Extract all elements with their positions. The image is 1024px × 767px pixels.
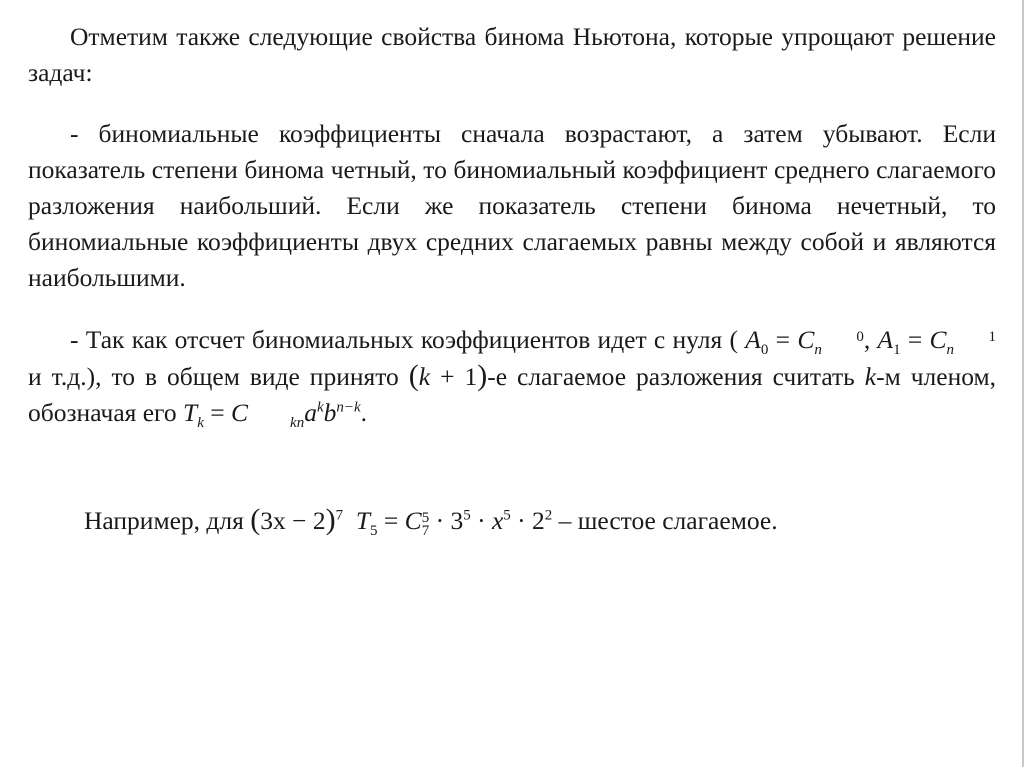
t5-three: 3 xyxy=(450,506,464,535)
property-2-text-2: и т.д.), то в общем виде принято xyxy=(28,362,399,391)
t5-c-subscript: 7 xyxy=(421,523,430,539)
t5-c-superscript: 5 xyxy=(421,510,430,526)
t5-x-symbol: x xyxy=(491,506,504,535)
tk-subscript: k xyxy=(197,415,204,432)
t5-equals: = xyxy=(377,506,405,535)
tk-c-scripts xyxy=(248,417,304,430)
example-paragraph xyxy=(84,502,778,539)
formula-binomial: $(3x - 2)^7$ xyxy=(250,503,344,536)
property-2-text-1: - Так как отсчет биномиальных коэффициентов идет с нуля xyxy=(70,325,723,354)
intro-paragraph: Отметим также следующие свойства бинома Ньютона, которые упрощают решение задач: xyxy=(28,22,996,87)
k1-k-symbol: k xyxy=(418,362,431,391)
t5-t-symbol: T xyxy=(355,506,371,535)
tk-b-symbol: b xyxy=(323,398,337,427)
k1-plus-one: + 1 xyxy=(430,362,478,391)
property-2-text-4: -м членом, обозначая его xyxy=(28,362,997,427)
tk-a-exponent: k xyxy=(316,399,324,416)
a1-equals: = xyxy=(900,325,930,354)
property-2-paragraph xyxy=(28,322,996,431)
t5-dot-3: · xyxy=(510,506,533,535)
a0-subscript: 0 xyxy=(760,342,769,359)
a0-c-subscript: n xyxy=(814,342,822,358)
formula-k-plus-1: (k + 1) xyxy=(408,359,488,392)
tk-b-exponent: n−k xyxy=(336,399,361,416)
t5-x-exponent: 5 xyxy=(503,507,511,524)
property-2-text-5: . xyxy=(360,398,368,427)
a1-subscript: 1 xyxy=(893,342,901,359)
tk-t-symbol: T xyxy=(183,398,198,427)
t5-c-symbol: C xyxy=(404,506,422,535)
tk-c-subscript: n xyxy=(296,415,305,431)
t5-subscript: 5 xyxy=(370,523,378,540)
tk-c-symbol: C xyxy=(231,398,249,427)
a0-c-scripts xyxy=(814,331,864,357)
binomial-exponent: 7 xyxy=(335,507,344,524)
a1-c-subscript: n xyxy=(946,342,955,358)
property-1-paragraph: - биномиальные коэффициенты сначала возрастают, а затем убывают. Если показатель степени бинома четный, то биномиальный коэффициент среднего слагаемого разложения наибольший. Если же показатель степени бинома нечетный, то биномиальные коэффициенты двух средних слагаемых равны между собой и являются наибольшими. xyxy=(28,119,996,292)
a1-c-symbol: C xyxy=(929,325,947,354)
t5-two-exponent: 2 xyxy=(544,507,553,524)
a0-symbol: A xyxy=(745,325,761,354)
t5-dot-2: · xyxy=(470,506,492,535)
a1-c-superscript: 1 xyxy=(988,329,997,345)
a0-c-symbol: C xyxy=(797,325,815,354)
formula-a0-a1: ( $A_0 = C$ 0 n , $A_1 = C$ 1 n xyxy=(729,325,997,359)
t5-two: 2 xyxy=(532,506,545,535)
a0-equals: = xyxy=(768,325,798,354)
a1-c-scripts xyxy=(947,331,997,357)
tk-a-symbol: a xyxy=(304,398,317,427)
tk-equals: = xyxy=(203,398,232,427)
formula-tk xyxy=(183,398,361,432)
binomial-base: 3x − 2 xyxy=(260,506,326,535)
tk-c-superscript: k xyxy=(290,415,297,431)
property-2-text-3: -е слагаемое разложения считать xyxy=(487,362,855,391)
a1-symbol: A xyxy=(877,325,894,354)
a0-c-superscript: 0 xyxy=(856,329,864,345)
t5-three-exponent: 5 xyxy=(463,507,471,524)
formula-t5 xyxy=(355,506,553,540)
t5-dot-1: · xyxy=(429,506,451,535)
formula-k: k xyxy=(864,362,877,391)
example-lead: Например, для xyxy=(84,506,244,535)
example-tail: – шестое слагаемое. xyxy=(558,506,778,535)
